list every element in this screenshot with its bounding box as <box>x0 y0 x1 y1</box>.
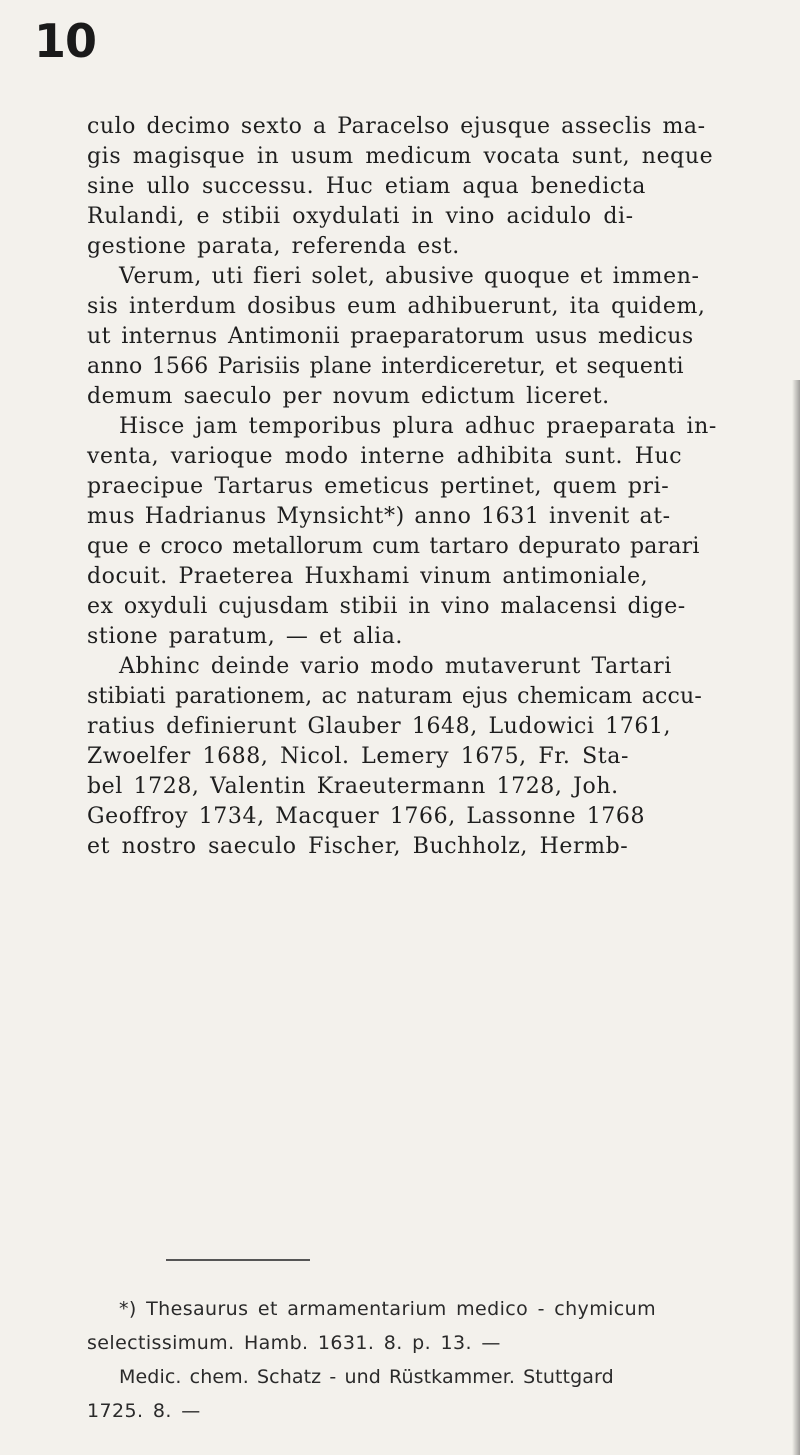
text-line: Verum, uti fieri solet, abusive quoque et immen- <box>119 264 700 289</box>
text-line: Hisce jam temporibus plura adhuc praeparata in- <box>119 414 717 439</box>
text-line: et nostro saeculo Fischer, Buchholz, Hermb- <box>87 834 629 859</box>
text-line: anno 1566 Parisiis plane interdiceretur, et sequenti <box>87 354 684 379</box>
text-line: docuit. Praeterea Huxhami vinum antimoniale, <box>87 564 649 589</box>
text-line: Abhinc deinde vario modo mutaverunt Tartari <box>119 654 672 679</box>
text-line: stione paratum, — et alia. <box>87 624 404 649</box>
page-number: 10 <box>34 14 97 68</box>
text-line: Geoffroy 1734, Macquer 1766, Lassonne 1768 <box>87 804 646 829</box>
footnote-divider <box>166 1259 310 1261</box>
text-line: que e croco metallorum cum tartaro depurato parari <box>87 534 700 559</box>
text-line: bel 1728, Valentin Kraeutermann 1728, Joh. <box>87 774 619 799</box>
text-line: Rulandi, e stibii oxydulati in vino acidulo di- <box>87 204 634 229</box>
text-line: gestione parata, referenda est. <box>87 234 460 259</box>
text-line: sine ullo successu. Huc etiam aqua benedicta <box>87 174 646 199</box>
text-line: mus Hadrianus Mynsicht*) anno 1631 invenit at- <box>87 504 671 529</box>
text-line: ex oxyduli cujusdam stibii in vino malacensi dige- <box>87 594 686 619</box>
text-line: stibiati parationem, ac naturam ejus chemicam accu- <box>87 684 703 709</box>
text-line: venta, varioque modo interne adhibita sunt. Huc <box>87 444 683 469</box>
text-line: ut internus Antimonii praeparatorum usus medicus <box>87 324 694 349</box>
footnote-line: *) Thesaurus et armamentarium medico - chymicum <box>119 1298 656 1320</box>
text-line: Zwoelfer 1688, Nicol. Lemery 1675, Fr. Sta- <box>87 744 629 769</box>
page-edge-shadow <box>792 380 800 1455</box>
footnote-line: 1725. 8. — <box>87 1400 201 1422</box>
text-line: gis magisque in usum medicum vocata sunt, neque <box>87 144 714 169</box>
text-line: demum saeculo per novum edictum liceret. <box>87 384 610 409</box>
text-line: ratius definierunt Glauber 1648, Ludowici 1761, <box>87 714 672 739</box>
footnote-line: Medic. chem. Schatz - und Rüstkammer. Stuttgard <box>119 1366 614 1388</box>
text-line: praecipue Tartarus emeticus pertinet, quem pri- <box>87 474 670 499</box>
text-line: culo decimo sexto a Paracelso ejusque asseclis ma- <box>87 114 706 139</box>
footnote-line: selectissimum. Hamb. 1631. 8. p. 13. — <box>87 1332 501 1354</box>
text-line: sis interdum dosibus eum adhibuerunt, ita quidem, <box>87 294 706 319</box>
